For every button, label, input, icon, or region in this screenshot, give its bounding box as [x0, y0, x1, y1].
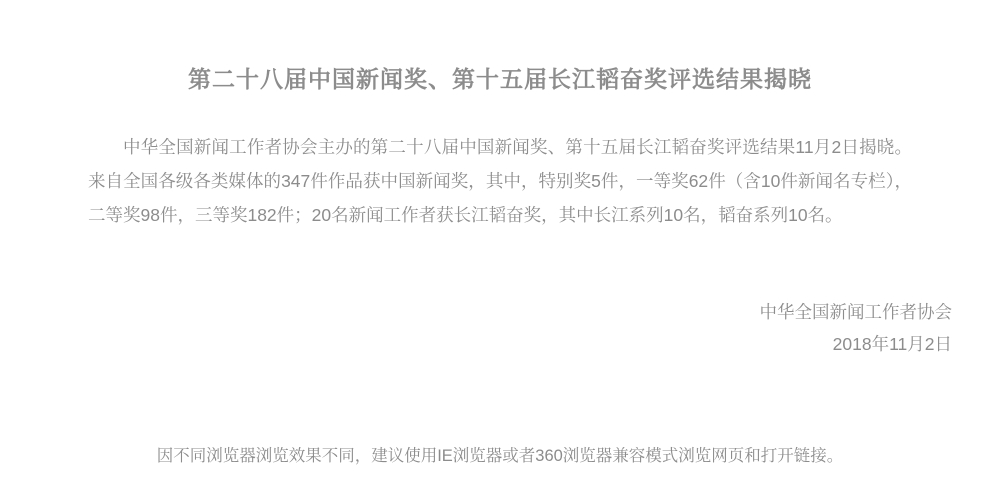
signature-organization: 中华全国新闻工作者协会	[759, 302, 952, 322]
browser-compatibility-note: 因不同浏览器浏览效果不同，建议使用IE浏览器或者360浏览器兼容模式浏览网页和打开链接。	[156, 447, 844, 465]
signature-date: 2018年11月2日	[832, 334, 952, 354]
page-title: 第二十八届中国新闻奖、第十五届长江韬奋奖评选结果揭晓	[188, 66, 812, 93]
signature-block	[0, 296, 952, 360]
document-body-paragraph: 中华全国新闻工作者协会主办的第二十八届中国新闻奖、第十五届长江韬奋奖评选结果11月2日揭晓。来自全国各级各类媒体的347件作品获中国新闻奖，其中，特别奖5件，一等奖62件（含10件新闻名专栏），二等奖98件，三等奖182件；20名新闻工作者获长江韬奋奖，其中长江系列10名，韬奋系列10名。	[88, 136, 912, 225]
